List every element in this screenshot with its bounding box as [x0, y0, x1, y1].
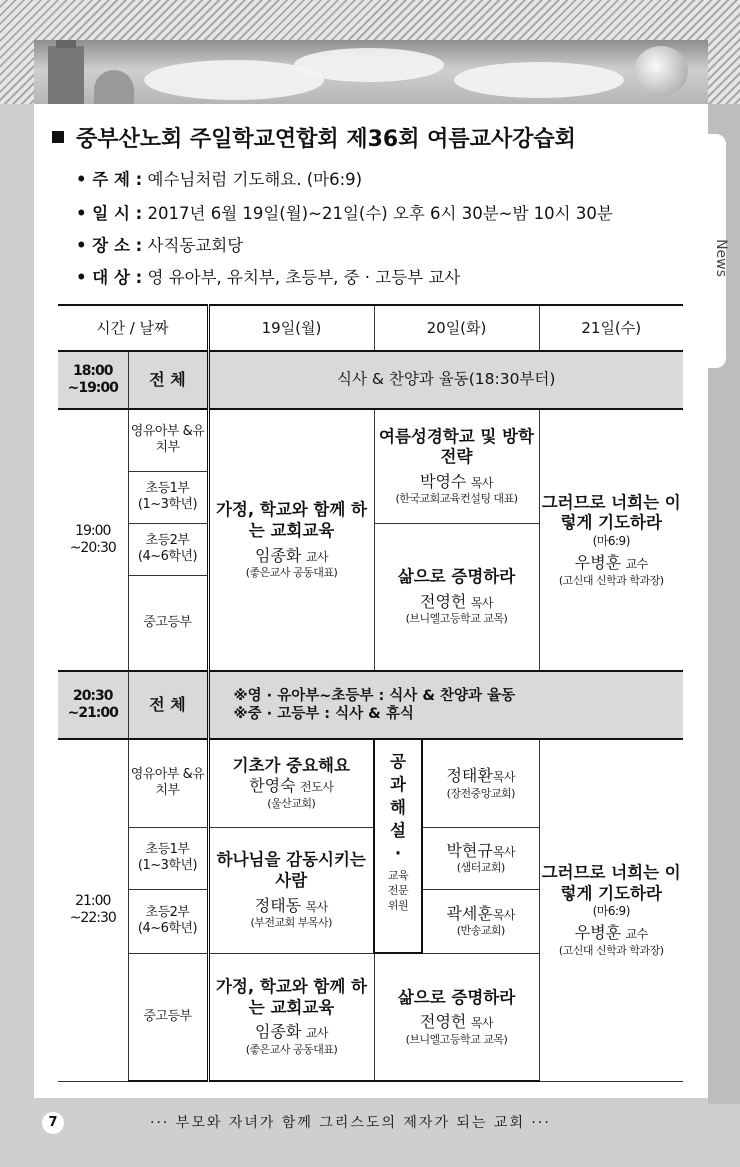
- group-cell: 전 체: [128, 671, 208, 739]
- page-number: 7: [42, 1112, 64, 1134]
- session-cell: [208, 409, 374, 671]
- speaker-org: (샘터교회): [456, 861, 505, 875]
- panel-char: 공: [390, 752, 406, 771]
- speaker-name: 전영헌: [419, 591, 467, 611]
- speaker-name: 우병훈: [574, 923, 622, 943]
- speaker-name: 임종화: [254, 1022, 302, 1042]
- panel-char: 해: [390, 798, 406, 818]
- curriculum-panel: [374, 739, 422, 953]
- session-title: 가정, 학교와 함께 하는 교회교육: [215, 500, 367, 540]
- speaker-role: 교사: [305, 1026, 328, 1041]
- session-title: 그러므로 너희는 이렇게 기도하라: [541, 863, 681, 903]
- header-day-3: 21일(수): [539, 305, 683, 351]
- notice-line: ※영 · 유아부~초등부 : 식사 & 찬양과 율동: [233, 687, 516, 704]
- info-value: 사직동교회당: [147, 236, 244, 255]
- panel-sub: 위원: [387, 899, 409, 913]
- globe-icon: [634, 46, 688, 96]
- group-cell: 영유아부 &유치부: [128, 409, 208, 471]
- session-cell: [422, 739, 539, 827]
- speaker-org: (부전교회 부목사): [250, 916, 332, 929]
- panel-sub: 전문: [387, 884, 409, 898]
- info-target: [76, 264, 460, 288]
- group-cell: 영유아부 &유치부: [128, 739, 208, 827]
- speaker-name: 한영숙: [249, 776, 296, 796]
- table-row: [58, 739, 683, 827]
- header-time-date: 시간 / 날짜: [58, 305, 208, 351]
- speaker-role: 전도사: [300, 780, 334, 795]
- speaker-role: 목사: [492, 844, 516, 859]
- all-session-cell: [208, 671, 683, 739]
- group-cell: 중고등부: [128, 575, 208, 671]
- speaker-role: 목사: [492, 770, 516, 785]
- all-session-cell: 식사 & 찬양과 율동(18:30부터): [208, 351, 683, 409]
- speaker-role: 목사: [492, 907, 516, 922]
- session-title: 가정, 학교와 함께 하는 교회교육: [215, 977, 367, 1017]
- speaker-org: (브니엘고등학교 교목): [405, 1032, 508, 1046]
- session-cell: [422, 889, 539, 953]
- bible-ref: (마6:9): [592, 904, 630, 919]
- speaker-role: 목사: [305, 899, 328, 914]
- session-cell: [374, 523, 539, 671]
- building-icon: [48, 46, 84, 106]
- speaker-name: 임종화: [254, 545, 302, 565]
- session-cell: [374, 409, 539, 523]
- time-cell: 19:00 ~20:30: [58, 409, 128, 671]
- bullet-square-icon: [52, 131, 64, 143]
- panel-char: 설: [390, 821, 406, 841]
- side-tab-label: News: [713, 239, 729, 277]
- footer-slogan: ··· 부모와 자녀가 함께 그리스도의 제자가 되는 교회 ···: [150, 1115, 551, 1131]
- info-place: [76, 232, 243, 256]
- panel-char: ·: [394, 844, 402, 864]
- info-datetime: [76, 200, 613, 224]
- group-cell: 초등2부 (4~6학년): [128, 889, 208, 953]
- speaker-role: 목사: [470, 1016, 493, 1031]
- session-title: 삶으로 증명하라: [397, 567, 516, 587]
- session-title: 그러므로 너희는 이렇게 기도하라: [541, 492, 681, 533]
- speaker-name: 우병훈: [574, 553, 622, 572]
- notice-line: ※중 · 고등부 : 식사 & 휴식: [233, 706, 414, 722]
- table-row: [58, 409, 683, 471]
- info-value: 영 유아부, 유치부, 초등부, 중 · 고등부 교사: [147, 268, 461, 287]
- speaker-role: 목사: [470, 595, 493, 610]
- header-day-2: 20일(화): [374, 305, 539, 351]
- group-cell: 전 체: [128, 351, 208, 409]
- session-title: 여름성경학교 및 방학 전략: [379, 426, 534, 467]
- panel-sub: 교육: [387, 869, 409, 883]
- speaker-name: 곽세훈: [446, 903, 493, 923]
- group-cell: 초등1부 (1~3학년): [128, 471, 208, 523]
- info-key: • 대 상 :: [76, 268, 143, 287]
- time-cell: 20:30 ~21:00: [58, 671, 128, 739]
- session-cell: [208, 739, 374, 827]
- speaker-org: (한국교회교육컨설팅 대표): [395, 492, 518, 506]
- info-value: 2017년 6월 19일(월)~21일(수) 오후 6시 30분~밤 10시 30분: [147, 204, 613, 223]
- info-value: 예수님처럼 기도해요. (마6:9): [147, 170, 363, 189]
- speaker-org: (브니엘고등학교 교목): [405, 612, 508, 626]
- speaker-name: 정태동: [254, 895, 302, 915]
- time-cell: 21:00 ~22:30: [58, 739, 128, 1081]
- speaker-org: (반송교회): [456, 924, 505, 938]
- session-cell: [539, 739, 683, 1081]
- table-row: [58, 671, 683, 739]
- speaker-role: 교수: [625, 557, 648, 571]
- time-text: 18:00 ~19:00: [67, 362, 118, 396]
- group-cell: 초등2부 (4~6학년): [128, 523, 208, 575]
- info-key: • 일 시 :: [76, 204, 143, 223]
- speaker-role: 목사: [470, 475, 493, 490]
- session-cell: [374, 953, 539, 1081]
- speaker-name: 박영수: [419, 471, 467, 491]
- speaker-org: (고신대 신학과 학과장): [558, 573, 664, 587]
- group-cell: 중고등부: [128, 953, 208, 1081]
- speaker-name: 전영헌: [419, 1012, 467, 1032]
- panel-char: 과: [390, 775, 406, 795]
- page-title: [52, 122, 576, 153]
- speaker-org: (좋은교사 공동대표): [245, 566, 338, 579]
- session-title: 삶으로 증명하라: [397, 987, 516, 1007]
- speaker-name: 박현규: [446, 840, 493, 860]
- page-title-text: 중부산노회 주일학교연합회 제36회 여름교사강습회: [76, 127, 576, 152]
- table-row: [58, 351, 683, 409]
- header-day-1: 19일(월): [208, 305, 374, 351]
- session-cell: [208, 827, 374, 953]
- session-title: 기초가 중요해요: [232, 755, 350, 775]
- session-title: 하나님을 감동시키는 사람: [216, 850, 366, 890]
- session-cell: [539, 409, 683, 671]
- info-theme: [76, 166, 362, 190]
- time-cell: [58, 351, 128, 409]
- session-cell: [208, 953, 374, 1081]
- speaker-org: (장전중앙교회): [446, 786, 515, 800]
- schedule-table: [58, 304, 683, 1082]
- session-cell: [422, 827, 539, 889]
- speaker-org: (좋은교사 공동대표): [245, 1042, 338, 1056]
- info-key: • 장 소 :: [76, 236, 143, 255]
- info-key: • 주 제 :: [76, 170, 143, 189]
- speaker-role: 교사: [305, 549, 328, 564]
- group-cell: 초등1부 (1~3학년): [128, 827, 208, 889]
- dome-icon: [94, 70, 134, 106]
- header-banner-image: [34, 40, 708, 106]
- bible-ref: (마6:9): [592, 534, 630, 548]
- speaker-name: 정태환: [446, 766, 493, 786]
- speaker-org: (고신대 신학과 학과장): [558, 943, 664, 957]
- speaker-org: (울산교회): [267, 796, 316, 810]
- table-header-row: [58, 305, 683, 351]
- speaker-role: 교수: [625, 927, 648, 942]
